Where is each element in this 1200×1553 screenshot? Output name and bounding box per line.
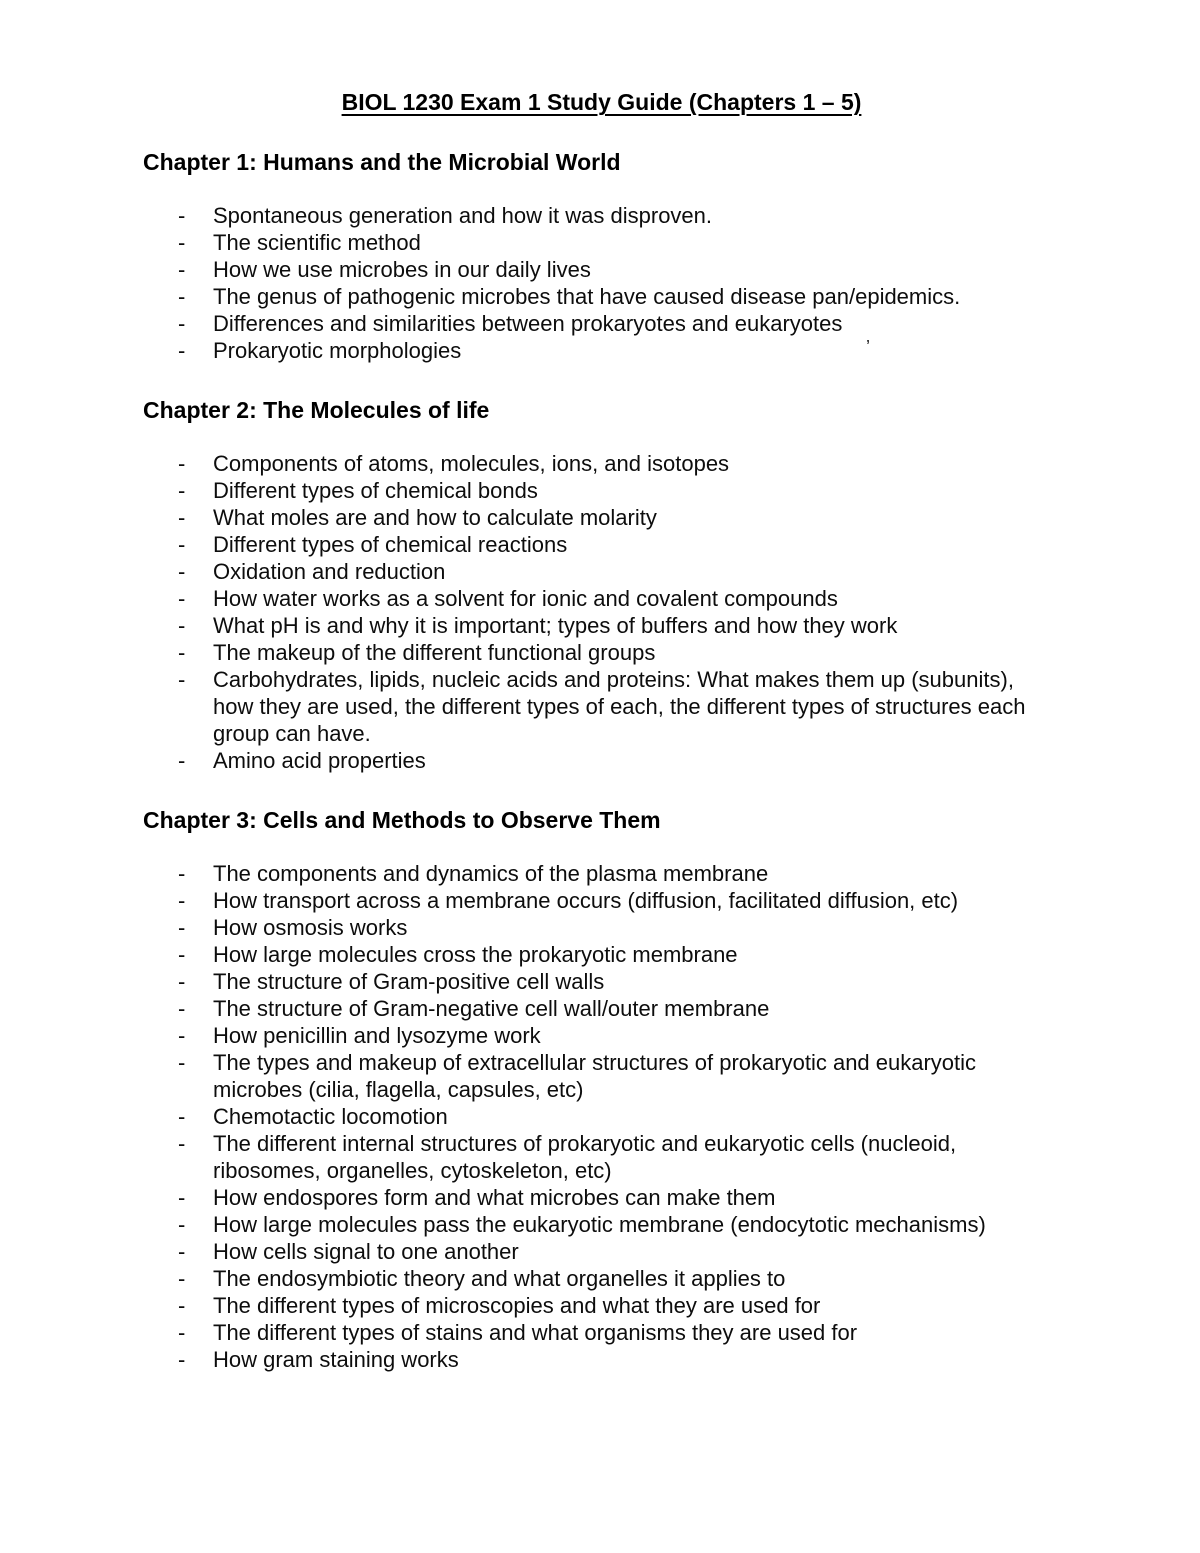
- list-item: [143, 666, 1060, 747]
- list-item-text: The different types of microscopies and what they are used for: [213, 1293, 821, 1318]
- bullet-dash: -: [178, 1185, 186, 1210]
- list-item: [143, 585, 1060, 612]
- list-item-text: How we use microbes in our daily lives: [213, 257, 591, 282]
- list-item: [143, 612, 1060, 639]
- list-item-text: What moles are and how to calculate molarity: [213, 505, 657, 530]
- list-item-text: The different types of stains and what organisms they are used for: [213, 1320, 858, 1345]
- list-item-text: What pH is and why it is important; types of buffers and how they work: [213, 613, 898, 638]
- bullet-dash: -: [178, 1320, 186, 1345]
- list-item-text: Amino acid properties: [213, 748, 426, 773]
- list-item-text: The components and dynamics of the plasma membrane: [213, 861, 769, 886]
- bullet-dash: -: [178, 915, 186, 940]
- list-item: [143, 968, 1060, 995]
- list-item: [143, 477, 1060, 504]
- bullet-dash: -: [178, 861, 186, 886]
- bullet-dash: -: [178, 996, 186, 1021]
- bullet-dash: -: [178, 1050, 186, 1075]
- bullet-dash: -: [178, 613, 186, 638]
- bullet-dash: -: [178, 505, 186, 530]
- list-item-text: Chemotactic locomotion: [213, 1104, 448, 1129]
- bullet-dash: -: [178, 230, 186, 255]
- list-item-text: How transport across a membrane occurs (diffusion, facilitated diffusion, etc): [213, 888, 959, 913]
- list-item-text: How large molecules cross the prokaryotic membrane: [213, 942, 738, 967]
- list-item: [143, 202, 1060, 229]
- list-item-text: Different types of chemical bonds: [213, 478, 538, 503]
- list-item: [143, 1103, 1060, 1130]
- bullet-dash: -: [178, 1347, 186, 1372]
- list-item-text: How water works as a solvent for ionic and covalent compounds: [213, 586, 838, 611]
- list-item: [143, 256, 1060, 283]
- list-item: [143, 1238, 1060, 1265]
- bullet-dash: -: [178, 888, 186, 913]
- bullet-dash: -: [178, 640, 186, 665]
- list-item: [143, 531, 1060, 558]
- list-item-text: How cells signal to one another: [213, 1239, 519, 1264]
- list-item: [143, 995, 1060, 1022]
- bullet-dash: -: [178, 257, 186, 282]
- list-item-text: The endosymbiotic theory and what organelles it applies to: [213, 1266, 786, 1291]
- chapter-2-list: [143, 450, 1060, 774]
- bullet-dash: -: [178, 1266, 186, 1291]
- list-item-text: Carbohydrates, lipids, nucleic acids and proteins: What makes them up (subunits), how they are used, the different types of each, the different types of structures each group can have.: [213, 667, 1026, 746]
- list-item-text: The scientific method: [213, 230, 421, 255]
- bullet-dash: -: [178, 311, 186, 336]
- list-item-text: The genus of pathogenic microbes that have caused disease pan/epidemics.: [213, 284, 961, 309]
- list-item-text: The makeup of the different functional groups: [213, 640, 656, 665]
- list-item: [143, 914, 1060, 941]
- list-item-text: The different internal structures of prokaryotic and eukaryotic cells (nucleoid, ribosomes, organelles, cytoskeleton, etc): [213, 1131, 957, 1183]
- list-item: [143, 229, 1060, 256]
- list-item-text: Different types of chemical reactions: [213, 532, 568, 557]
- list-item-text: Prokaryotic morphologies: [213, 338, 462, 363]
- bullet-dash: -: [178, 532, 186, 557]
- list-item-text: How endospores form and what microbes can make them: [213, 1185, 776, 1210]
- list-item: [143, 504, 1060, 531]
- list-item: [143, 639, 1060, 666]
- list-item: [143, 450, 1060, 477]
- list-item: [143, 310, 1060, 337]
- bullet-dash: -: [178, 586, 186, 611]
- bullet-dash: -: [178, 451, 186, 476]
- bullet-dash: -: [178, 748, 186, 773]
- list-item-text: How osmosis works: [213, 915, 408, 940]
- list-item-text: Spontaneous generation and how it was disproven.: [213, 203, 713, 228]
- list-item-text: How large molecules pass the eukaryotic membrane (endocytotic mechanisms): [213, 1212, 986, 1237]
- list-item: [143, 1319, 1060, 1346]
- list-item: [143, 1022, 1060, 1049]
- list-item: [143, 1130, 1060, 1184]
- list-item-text: The structure of Gram-negative cell wall/outer membrane: [213, 996, 770, 1021]
- list-item: [143, 337, 1060, 364]
- bullet-dash: -: [178, 942, 186, 967]
- list-item: [143, 1211, 1060, 1238]
- list-item-text: The types and makeup of extracellular structures of prokaryotic and eukaryotic microbes (cilia, flagella, capsules, etc): [213, 1050, 977, 1102]
- bullet-dash: -: [178, 559, 186, 584]
- bullet-dash: -: [178, 1131, 186, 1156]
- list-item: [143, 1346, 1060, 1373]
- chapter-1-list: [143, 202, 1060, 364]
- scan-artifact-mark: ’: [866, 337, 870, 357]
- list-item-text: Differences and similarities between prokaryotes and eukaryotes: [213, 311, 843, 336]
- bullet-dash: -: [178, 284, 186, 309]
- list-item-text: How gram staining works: [213, 1347, 459, 1372]
- section-heading-chapter-2: Chapter 2: The Molecules of life: [143, 397, 490, 423]
- section-heading-chapter-1: Chapter 1: Humans and the Microbial World: [143, 149, 621, 175]
- bullet-dash: -: [178, 1293, 186, 1318]
- bullet-dash: -: [178, 1239, 186, 1264]
- list-item: [143, 941, 1060, 968]
- bullet-dash: -: [178, 969, 186, 994]
- list-item: [143, 1265, 1060, 1292]
- list-item: [143, 747, 1060, 774]
- bullet-dash: -: [178, 1104, 186, 1129]
- list-item: [143, 887, 1060, 914]
- list-item-text: How penicillin and lysozyme work: [213, 1023, 541, 1048]
- list-item: [143, 1292, 1060, 1319]
- bullet-dash: -: [178, 203, 186, 228]
- bullet-dash: -: [178, 1212, 186, 1237]
- document-title: BIOL 1230 Exam 1 Study Guide (Chapters 1 – 5): [341, 89, 862, 115]
- bullet-dash: -: [178, 1023, 186, 1048]
- list-item: [143, 1049, 1060, 1103]
- list-item: [143, 558, 1060, 585]
- list-item: [143, 283, 1060, 310]
- bullet-dash: -: [178, 478, 186, 503]
- section-heading-chapter-3: Chapter 3: Cells and Methods to Observe Them: [143, 807, 661, 833]
- list-item-text: Components of atoms, molecules, ions, and isotopes: [213, 451, 730, 476]
- list-item-text: The structure of Gram-positive cell walls: [213, 969, 605, 994]
- list-item-text: Oxidation and reduction: [213, 559, 446, 584]
- list-item: [143, 1184, 1060, 1211]
- bullet-dash: -: [178, 338, 186, 363]
- chapter-3-list: [143, 860, 1060, 1373]
- bullet-dash: -: [178, 667, 186, 692]
- list-item: [143, 860, 1060, 887]
